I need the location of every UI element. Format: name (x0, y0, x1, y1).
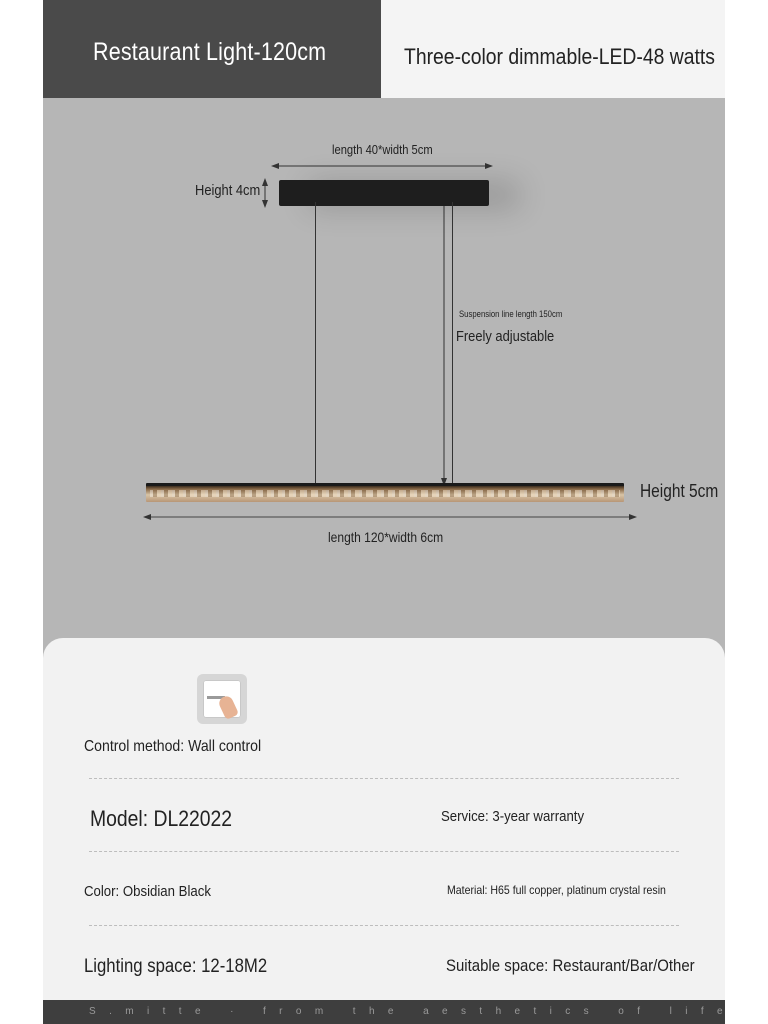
divider (89, 778, 679, 779)
adjustable-note-label: Freely adjustable (456, 328, 555, 345)
suspension-wire (315, 202, 316, 483)
bar-height-label: Height 5cm (640, 481, 719, 501)
lighting-space: Lighting space: 12-18M2 (84, 956, 268, 977)
suitable-space: Suitable space: Restaurant/Bar/Other (446, 956, 695, 975)
header-title-panel (43, 0, 381, 98)
service-warranty: Service: 3-year warranty (441, 808, 585, 825)
wall-switch-icon (197, 674, 247, 724)
model-number: Model: DL22022 (90, 806, 233, 831)
bar-dimensions-label: length 120*width 6cm (328, 529, 444, 545)
canopy-height-label: Height 4cm (195, 182, 261, 199)
dimension-diagram (43, 98, 725, 678)
footer-bar (43, 1000, 736, 1024)
page-title: Restaurant Light-120cm (93, 38, 327, 66)
suspension-wire (452, 202, 453, 483)
canopy-dimensions-label: length 40*width 5cm (332, 142, 433, 157)
header-subtitle-panel (381, 0, 725, 98)
footer-tagline: S.mitte · from the aesthetics of life (89, 1006, 736, 1017)
suspension-note-label: Suspension line length 150cm (459, 309, 563, 319)
color-spec: Color: Obsidian Black (84, 883, 211, 900)
product-page (43, 0, 736, 1024)
light-bar (146, 483, 624, 502)
page-subtitle: Three-color dimmable-LED-48 watts (404, 44, 715, 69)
control-method: Control method: Wall control (84, 738, 262, 755)
divider (89, 851, 679, 852)
divider (89, 925, 679, 926)
material-spec: Material: H65 full copper, platinum crystal resin (447, 883, 666, 897)
spec-card (43, 638, 725, 1000)
ceiling-canopy (279, 180, 489, 206)
